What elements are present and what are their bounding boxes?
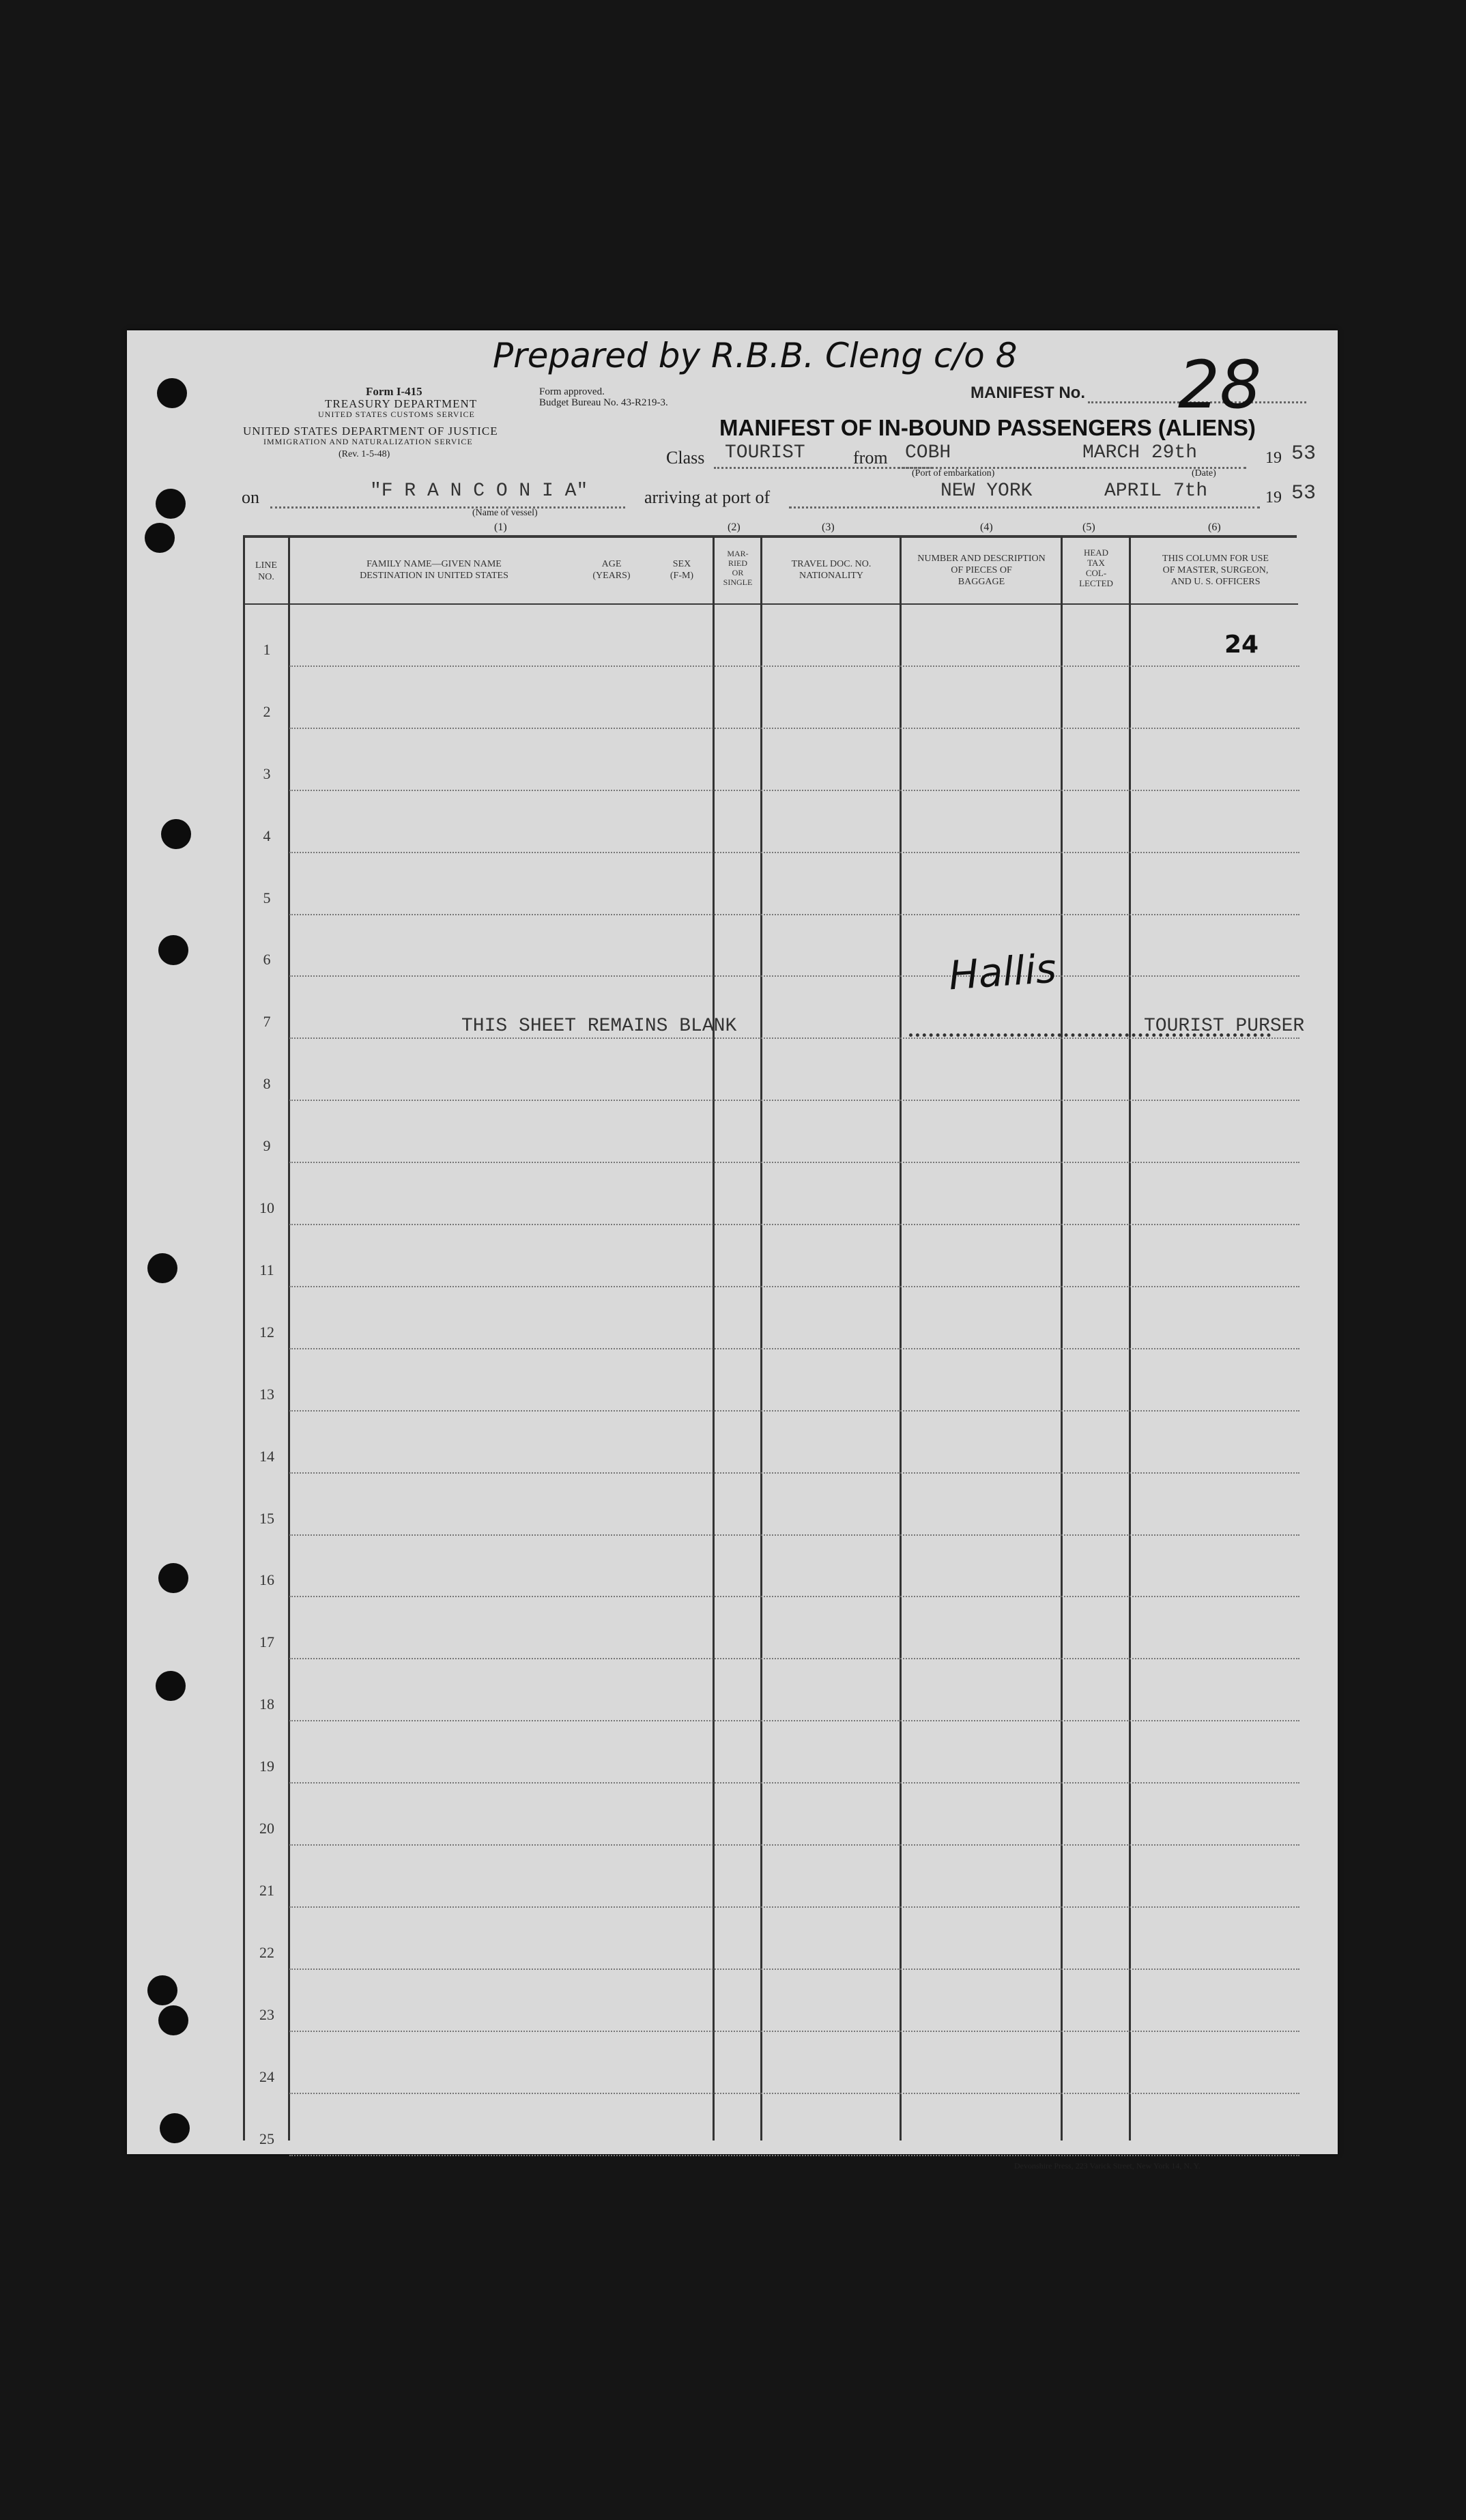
line-number: 11 [259, 1261, 274, 1278]
header-bottom-rule [243, 603, 1298, 605]
binder-hole [161, 819, 191, 849]
binder-hole [157, 378, 187, 408]
vessel-name: "F R A N C O N I A" [370, 481, 588, 502]
binder-hole [147, 1975, 177, 2005]
table-row [289, 1720, 1299, 1721]
on-label: on [242, 487, 259, 507]
col-header-baggage: NUMBER AND DESCRIPTION OF PIECES OF BAGGAGE [917, 554, 1046, 587]
revision: (Rev. 1-5-48) [339, 449, 390, 459]
line-number: 2 [263, 702, 271, 720]
column-divider [713, 536, 715, 2140]
line-number: 1 [263, 640, 271, 658]
arrival-year: 53 [1291, 482, 1317, 505]
col-header-officers: THIS COLUMN FOR USE OF MASTER, SURGEON, AND U. S. OFFICERS [1162, 554, 1269, 587]
line-number: 3 [263, 764, 271, 782]
from-label: from [853, 448, 888, 468]
budget-bureau: Budget Bureau No. 43-R219-3. [539, 397, 668, 408]
column-number: (1) [494, 521, 507, 533]
table-row [289, 1100, 1299, 1101]
handwritten-note: Prepared by R.B.B. Cleng c/o 8 [493, 336, 1018, 375]
column-number: (6) [1208, 521, 1221, 533]
manifest-sheet [127, 330, 1338, 2171]
line-number: 6 [263, 951, 271, 969]
table-row [289, 975, 1299, 977]
line-number: 10 [259, 1199, 274, 1216]
column-number: (4) [980, 521, 993, 533]
from-port: COBH [905, 442, 951, 463]
manifest-number: 28 [1178, 347, 1262, 423]
table-row [289, 1472, 1299, 1474]
column-divider [288, 536, 290, 2140]
binder-hole [160, 2113, 190, 2143]
table-row [289, 1968, 1299, 1970]
date-caption: (Date) [1192, 468, 1216, 478]
form-number: Form I-415 [366, 385, 422, 398]
arriving-label: arriving at port of [644, 487, 771, 507]
table-row [289, 1906, 1299, 1908]
table-row [289, 914, 1299, 915]
table-row [289, 2155, 1299, 2156]
column-number: (5) [1082, 521, 1095, 533]
column-number: (2) [728, 521, 741, 533]
col-header-line-no: LINE NO. [255, 560, 277, 582]
binder-hole [158, 935, 188, 965]
line-number: 22 [259, 1943, 274, 1961]
column-divider [760, 536, 762, 2140]
vessel-caption: (Name of vessel) [472, 508, 538, 518]
col-header-travel-doc: TRAVEL DOC. NO. NATIONALITY [791, 559, 872, 581]
ins-service: IMMIGRATION AND NATURALIZATION SERVICE [263, 437, 473, 446]
class-label: Class [666, 448, 705, 468]
table-row [289, 665, 1299, 667]
line-number: 14 [259, 1447, 274, 1465]
col-header-married: MAR- RIED OR SINGLE [723, 549, 753, 587]
form-approved: Form approved. [539, 386, 605, 397]
purser-signature: Hallis [947, 945, 1058, 999]
col-header-sex: SEX (F-M) [670, 559, 694, 581]
binder-hole [158, 1563, 188, 1593]
line-number: 8 [263, 1075, 271, 1093]
binder-hole [156, 489, 186, 519]
column-divider [1129, 536, 1131, 2140]
column-number: (3) [822, 521, 835, 533]
justice-dept: UNITED STATES DEPARTMENT OF JUSTICE [243, 425, 498, 438]
table-row [289, 1534, 1299, 1536]
col-header-head-tax: HEAD TAX COL- LECTED [1079, 547, 1113, 588]
line-number: 18 [259, 1695, 274, 1713]
col-header-age: AGE (YEARS) [592, 559, 631, 581]
arrival-port: NEW YORK [940, 481, 1033, 502]
table-row [289, 852, 1299, 853]
table-row [289, 1658, 1299, 1659]
line-number: 9 [263, 1137, 271, 1155]
table-row [289, 1224, 1299, 1225]
arrival-date: APRIL 7th [1104, 481, 1208, 502]
line-number: 21 [259, 1881, 274, 1899]
port-caption: (Port of embarkation) [912, 468, 995, 478]
col-header-name: FAMILY NAME—GIVEN NAME DESTINATION IN UNITED STATES [360, 559, 508, 581]
line-number: 7 [263, 1013, 271, 1031]
table-row [289, 1037, 1299, 1039]
class-value: TOURIST [725, 442, 805, 463]
table-row [289, 1410, 1299, 1412]
table-row [289, 1844, 1299, 1846]
official-count: 24 [1224, 631, 1259, 659]
table-row [289, 790, 1299, 791]
page-title: MANIFEST OF IN-BOUND PASSENGERS (ALIENS) [719, 415, 1256, 440]
customs-service: UNITED STATES CUSTOMS SERVICE [318, 410, 475, 419]
table-top-rule [243, 535, 1297, 538]
line-number: 15 [259, 1509, 274, 1527]
printer-imprint: Devonshire Press, 223 Varick Street, New York 14, N. Y. [1014, 2161, 1201, 2171]
binder-hole [145, 523, 175, 553]
treasury-dept: TREASURY DEPARTMENT [325, 397, 478, 410]
column-divider [1061, 536, 1063, 2140]
line-number: 12 [259, 1323, 274, 1341]
year-prefix: 19 [1265, 449, 1282, 467]
line-number: 24 [259, 2067, 274, 2085]
line-number: 4 [263, 827, 271, 844]
line-number: 17 [259, 1633, 274, 1651]
line-number: 16 [259, 1571, 274, 1589]
table-left-border [243, 536, 245, 2140]
binder-hole [147, 1253, 177, 1283]
signer-title: TOURIST PURSER [1144, 1016, 1305, 1037]
table-row [289, 728, 1299, 729]
line-number: 19 [259, 1758, 274, 1775]
departure-year: 53 [1291, 442, 1317, 466]
manifest-label: MANIFEST No. [971, 384, 1085, 402]
year-prefix: 19 [1265, 489, 1282, 506]
binder-hole [158, 2005, 188, 2035]
line-number: 5 [263, 889, 271, 906]
blank-sheet-notice: THIS SHEET REMAINS BLANK [461, 1016, 737, 1037]
departure-date: MARCH 29th [1082, 442, 1198, 463]
table-row [289, 1596, 1299, 1597]
table-row [289, 1348, 1299, 1349]
line-number: 20 [259, 1820, 274, 1837]
table-row [289, 2093, 1299, 2094]
line-number: 23 [259, 2005, 274, 2023]
line-number: 13 [259, 1385, 274, 1403]
table-row [289, 1162, 1299, 1163]
line-number: 25 [259, 2130, 274, 2147]
table-row [289, 1782, 1299, 1784]
table-row [289, 1286, 1299, 1287]
column-divider [900, 536, 902, 2140]
table-row [289, 2031, 1299, 2032]
binder-hole [156, 1671, 186, 1701]
